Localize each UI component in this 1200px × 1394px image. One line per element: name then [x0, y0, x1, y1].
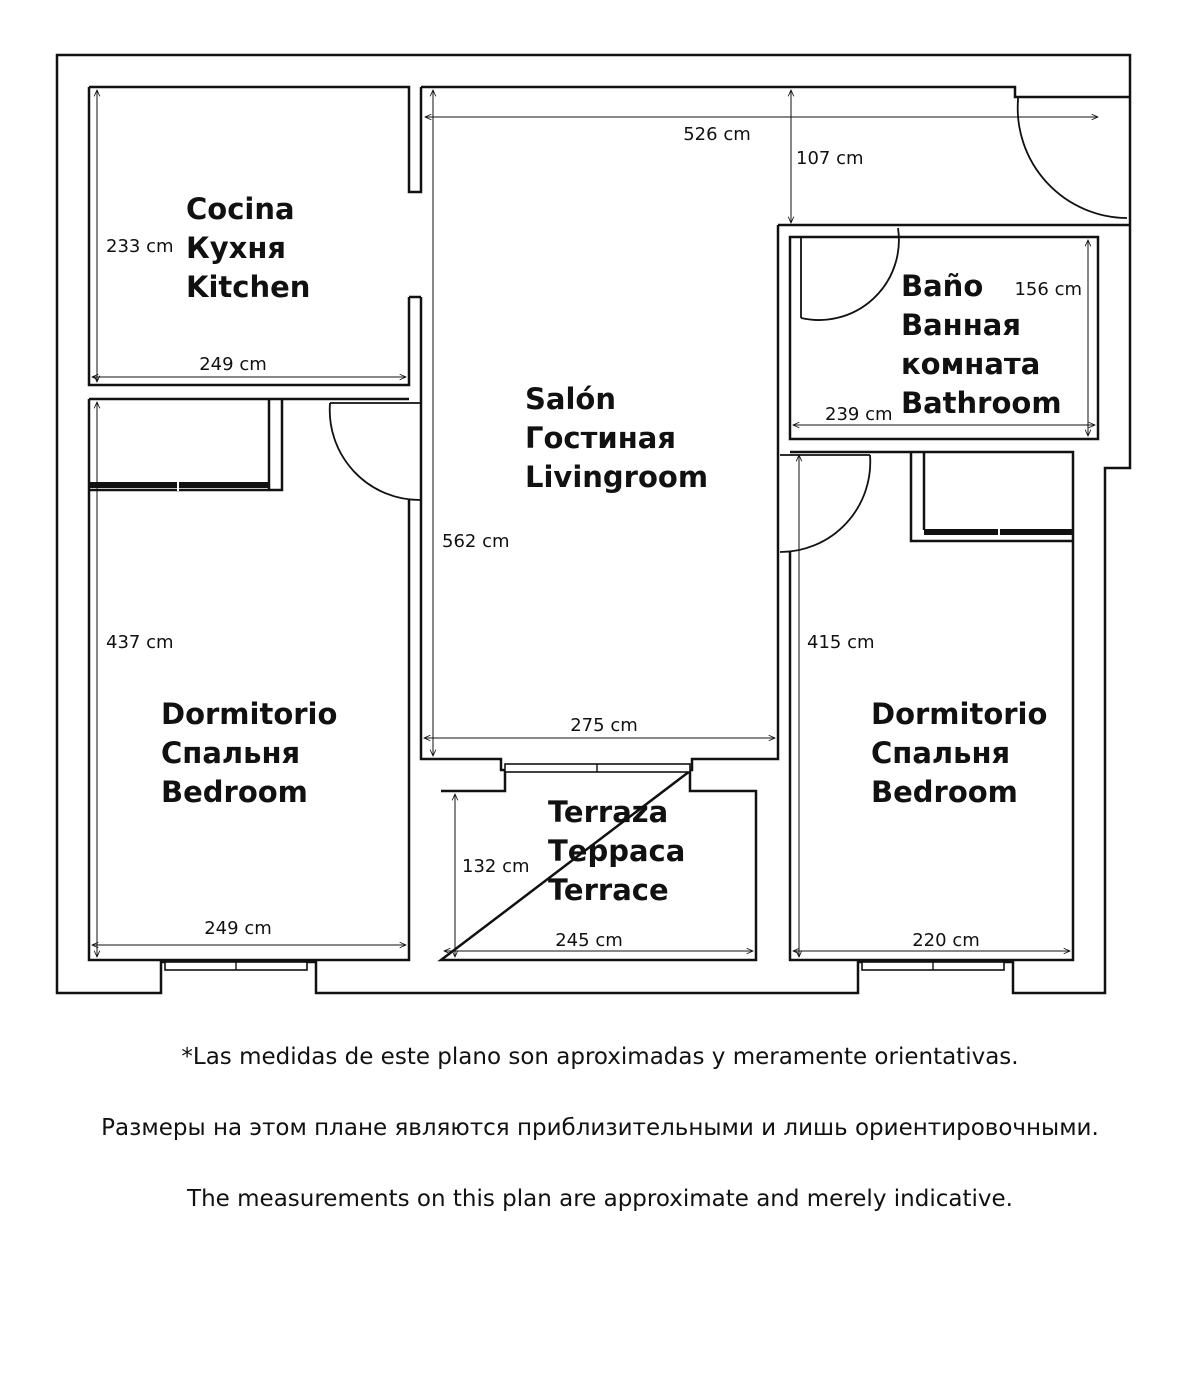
room-label-terrace: [548, 795, 685, 907]
label-bath-height: 156 cm: [1014, 279, 1082, 300]
label-terrace-width: 245 cm: [555, 930, 623, 951]
svg-text:Гостиная: Гостиная: [525, 421, 676, 455]
room-label-bedroom-right: [871, 697, 1047, 809]
label-living-width: 526 cm: [683, 124, 751, 145]
svg-text:Спальня: Спальня: [161, 736, 301, 770]
svg-text:Терраса: Терраса: [548, 834, 686, 868]
room-label-bedroom-left: [161, 697, 337, 809]
svg-text:Salón: Salón: [525, 382, 616, 416]
label-bed-right-width: 220 cm: [912, 930, 980, 951]
svg-text:Dormitorio: Dormitorio: [161, 697, 338, 731]
svg-text:Спальня: Спальня: [871, 736, 1011, 770]
svg-text:Dormitorio: Dormitorio: [871, 697, 1048, 731]
svg-text:Baño: Baño: [901, 269, 984, 303]
disclaimer-es: *Las medidas de este plano son aproximadas y meramente orientativas.: [181, 1044, 1019, 1070]
svg-text:Кухня: Кухня: [186, 231, 286, 265]
svg-text:Ванная: Ванная: [901, 308, 1021, 342]
svg-text:Bathroom: Bathroom: [901, 386, 1062, 420]
room-label-living: [525, 382, 708, 494]
svg-text:Cocina: Cocina: [186, 192, 295, 226]
svg-text:Bedroom: Bedroom: [871, 775, 1018, 809]
svg-text:Kitchen: Kitchen: [186, 270, 311, 304]
disclaimer-en: The measurements on this plan are approximate and merely indicative.: [187, 1186, 1013, 1212]
disclaimer-ru: Размеры на этом плане являются приблизительными и лишь ориентировочными.: [101, 1115, 1099, 1141]
label-kitchen-width: 249 cm: [199, 354, 267, 375]
label-living-bottom-width: 275 cm: [570, 715, 638, 736]
svg-text:Bedroom: Bedroom: [161, 775, 308, 809]
label-living-height: 562 cm: [442, 531, 510, 552]
left-bedroom-door: [330, 403, 420, 500]
label-bed-left-height: 437 cm: [106, 632, 174, 653]
svg-text:Livingroom: Livingroom: [525, 460, 709, 494]
label-bed-left-width: 249 cm: [204, 918, 272, 939]
svg-text:Terraza: Terraza: [548, 795, 669, 829]
svg-text:Terrace: Terrace: [548, 873, 669, 907]
label-hall-depth: 107 cm: [796, 148, 864, 169]
label-terrace-height: 132 cm: [462, 856, 530, 877]
disclaimer: [0, 1030, 1200, 1243]
entry-door: [1018, 97, 1127, 218]
label-bed-right-height: 415 cm: [807, 632, 875, 653]
label-bath-width: 239 cm: [825, 404, 893, 425]
right-bedroom-door: [780, 455, 870, 552]
svg-text:комната: комната: [901, 347, 1041, 381]
label-kitchen-height: 233 cm: [106, 236, 174, 257]
bathroom-door: [801, 228, 899, 320]
room-label-kitchen: [186, 192, 310, 304]
